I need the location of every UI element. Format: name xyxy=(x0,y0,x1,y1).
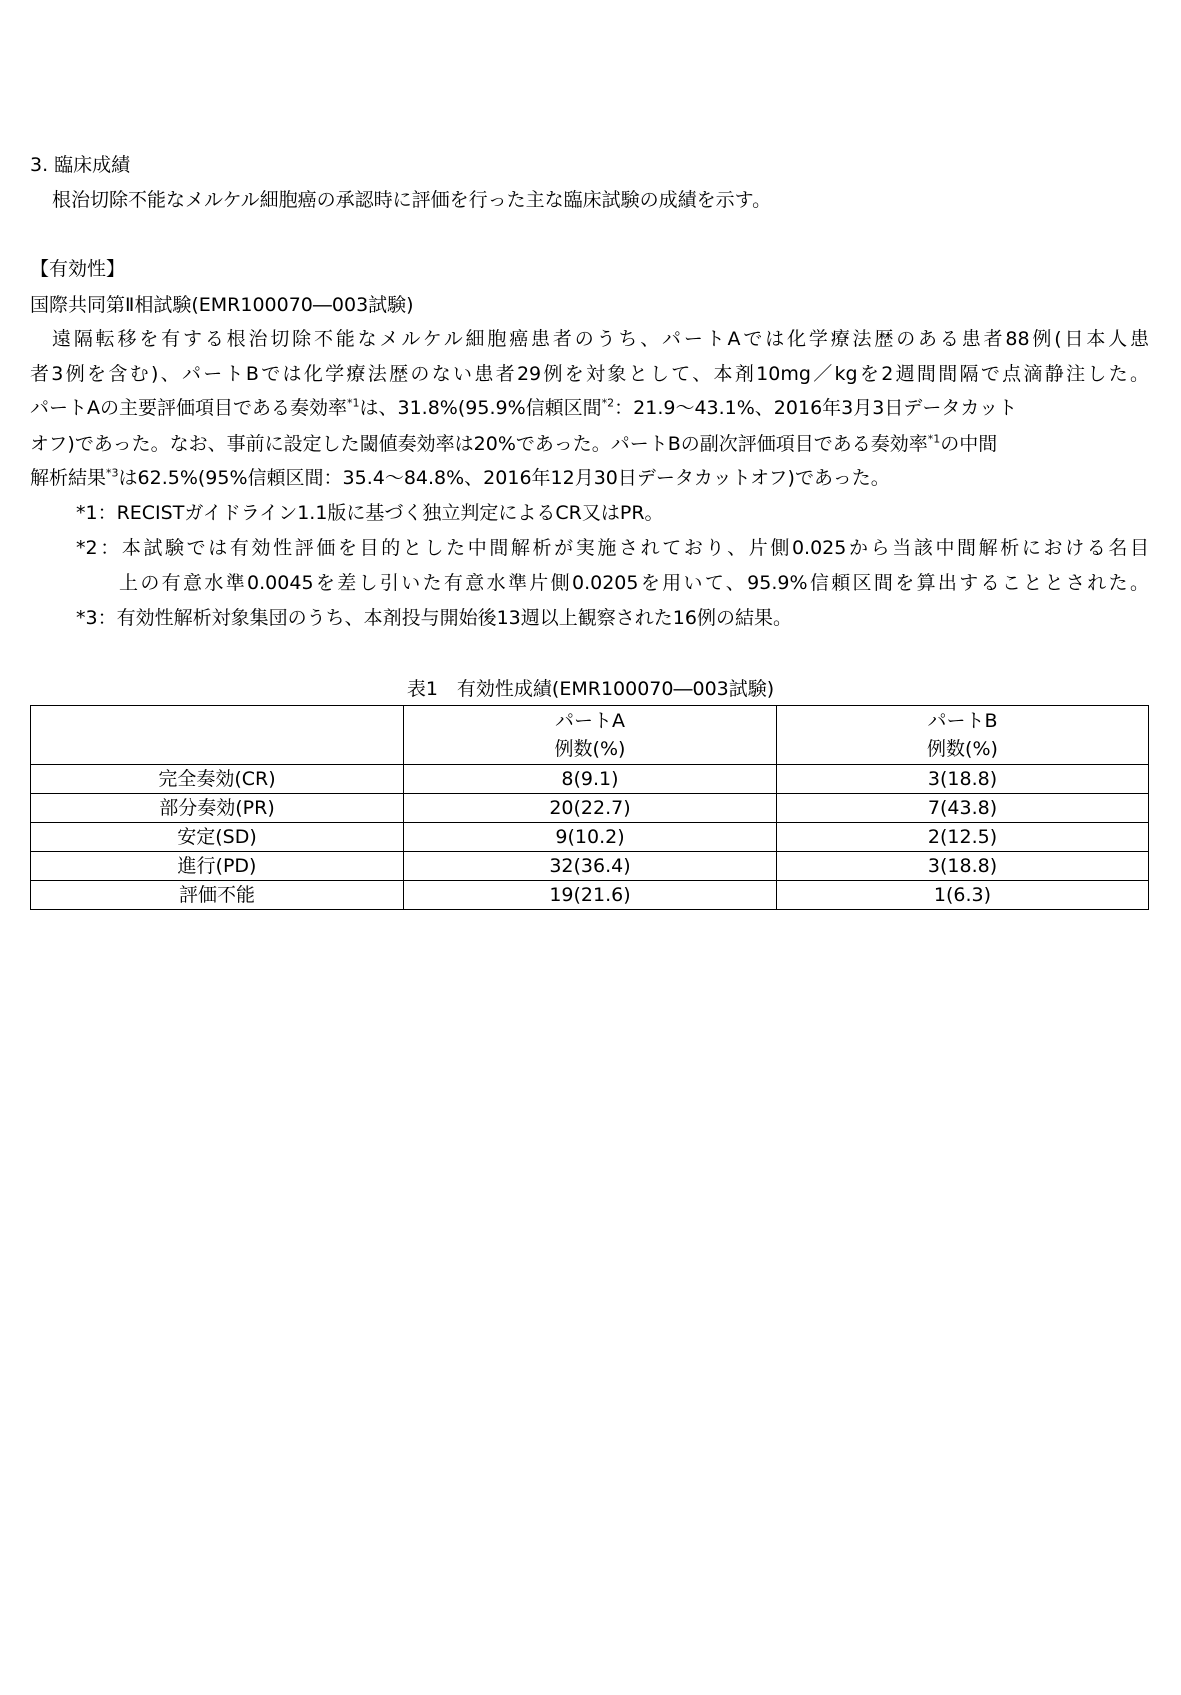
body-line: 者3例を含む)、パートBでは化学療法歴のない患者29例を対象として、本剤10mg／kgを2週間間隔で点滴静注した。 xyxy=(30,363,1149,385)
cell: 3(18.8) xyxy=(777,852,1149,881)
cell: 32(36.4) xyxy=(404,852,777,881)
cell: 2(12.5) xyxy=(777,823,1149,852)
text: の中間 xyxy=(940,433,998,455)
table-caption: 表1 有効性成績(EMR100070―003試験) xyxy=(406,678,775,700)
table-row xyxy=(31,823,1149,852)
body-line xyxy=(30,429,1149,459)
body-line xyxy=(30,463,1149,493)
row-label: 部分奏効(PR) xyxy=(31,794,404,823)
body-line xyxy=(30,393,1149,423)
footnote-ref: *3 xyxy=(106,466,119,480)
row-label: 評価不能 xyxy=(31,881,404,910)
text: は、31.8%(95.9%信頼区間 xyxy=(359,397,602,419)
row-label: 安定(SD) xyxy=(31,823,404,852)
row-label: 進行(PD) xyxy=(31,852,404,881)
footnote-1: *1：RECISTガイドライン1.1版に基づく独立判定によるCR又はPR。 xyxy=(76,502,664,524)
header-part-b xyxy=(777,706,1149,765)
footnote-ref: *2 xyxy=(601,396,615,410)
efficacy-table xyxy=(30,705,1149,910)
header-empty xyxy=(31,706,404,765)
intro-text: 根治切除不能なメルケル細胞癌の承認時に評価を行った主な臨床試験の成績を示す。 xyxy=(52,189,772,211)
cell: 8(9.1) xyxy=(404,765,777,794)
row-label: 完全奏効(CR) xyxy=(31,765,404,794)
cell: 20(22.7) xyxy=(404,794,777,823)
header-part-a xyxy=(404,706,777,765)
text: は62.5%(95%信頼区間：35.4～84.8%、2016年12月30日データカットオフ)であった。 xyxy=(118,467,890,489)
cell: 19(21.6) xyxy=(404,881,777,910)
footnote-2: *2：本試験では有効性評価を目的とした中間解析が実施されており、片側0.025から当該中間解析における名目 xyxy=(76,537,1149,559)
text: パートAの主要評価項目である奏効率 xyxy=(30,397,347,419)
cell: 3(18.8) xyxy=(777,765,1149,794)
text: ：21.9～43.1%、2016年3月3日データカット xyxy=(614,397,1018,419)
text: オフ)であった。なお、事前に設定した閾値奏効率は20%であった。パートBの副次評価項目である奏効率 xyxy=(30,433,928,455)
header-unit: 例数(%) xyxy=(927,738,998,760)
header-unit: 例数(%) xyxy=(554,738,626,760)
section-heading: 3. 臨床成績 xyxy=(30,154,131,176)
footnote-ref: *1 xyxy=(927,432,941,446)
footnote-ref: *1 xyxy=(347,396,360,410)
body-line: 遠隔転移を有する根治切除不能なメルケル細胞癌患者のうち、パートAでは化学療法歴のある患者88例(日本人患 xyxy=(52,328,1149,350)
footnote-2-cont: 上の有意水準0.0045を差し引いた有意水準片側0.0205を用いて、95.9%信頼区間を算出することとされた。 xyxy=(119,572,1149,594)
footnote-3: *3：有効性解析対象集団のうち、本剤投与開始後13週以上観察された16例の結果。 xyxy=(76,607,792,629)
cell: 9(10.2) xyxy=(404,823,777,852)
cell: 7(43.8) xyxy=(777,794,1149,823)
efficacy-heading: 【有効性】 xyxy=(30,258,126,280)
header-label: パートA xyxy=(555,710,625,732)
table-row xyxy=(31,881,1149,910)
table-row xyxy=(31,794,1149,823)
table-header-row xyxy=(31,706,1149,765)
header-label: パートB xyxy=(927,710,998,732)
text: 解析結果 xyxy=(30,467,107,489)
table-row xyxy=(31,765,1149,794)
study-title: 国際共同第Ⅱ相試験(EMR100070―003試験) xyxy=(30,294,414,316)
table-row xyxy=(31,852,1149,881)
cell: 1(6.3) xyxy=(777,881,1149,910)
